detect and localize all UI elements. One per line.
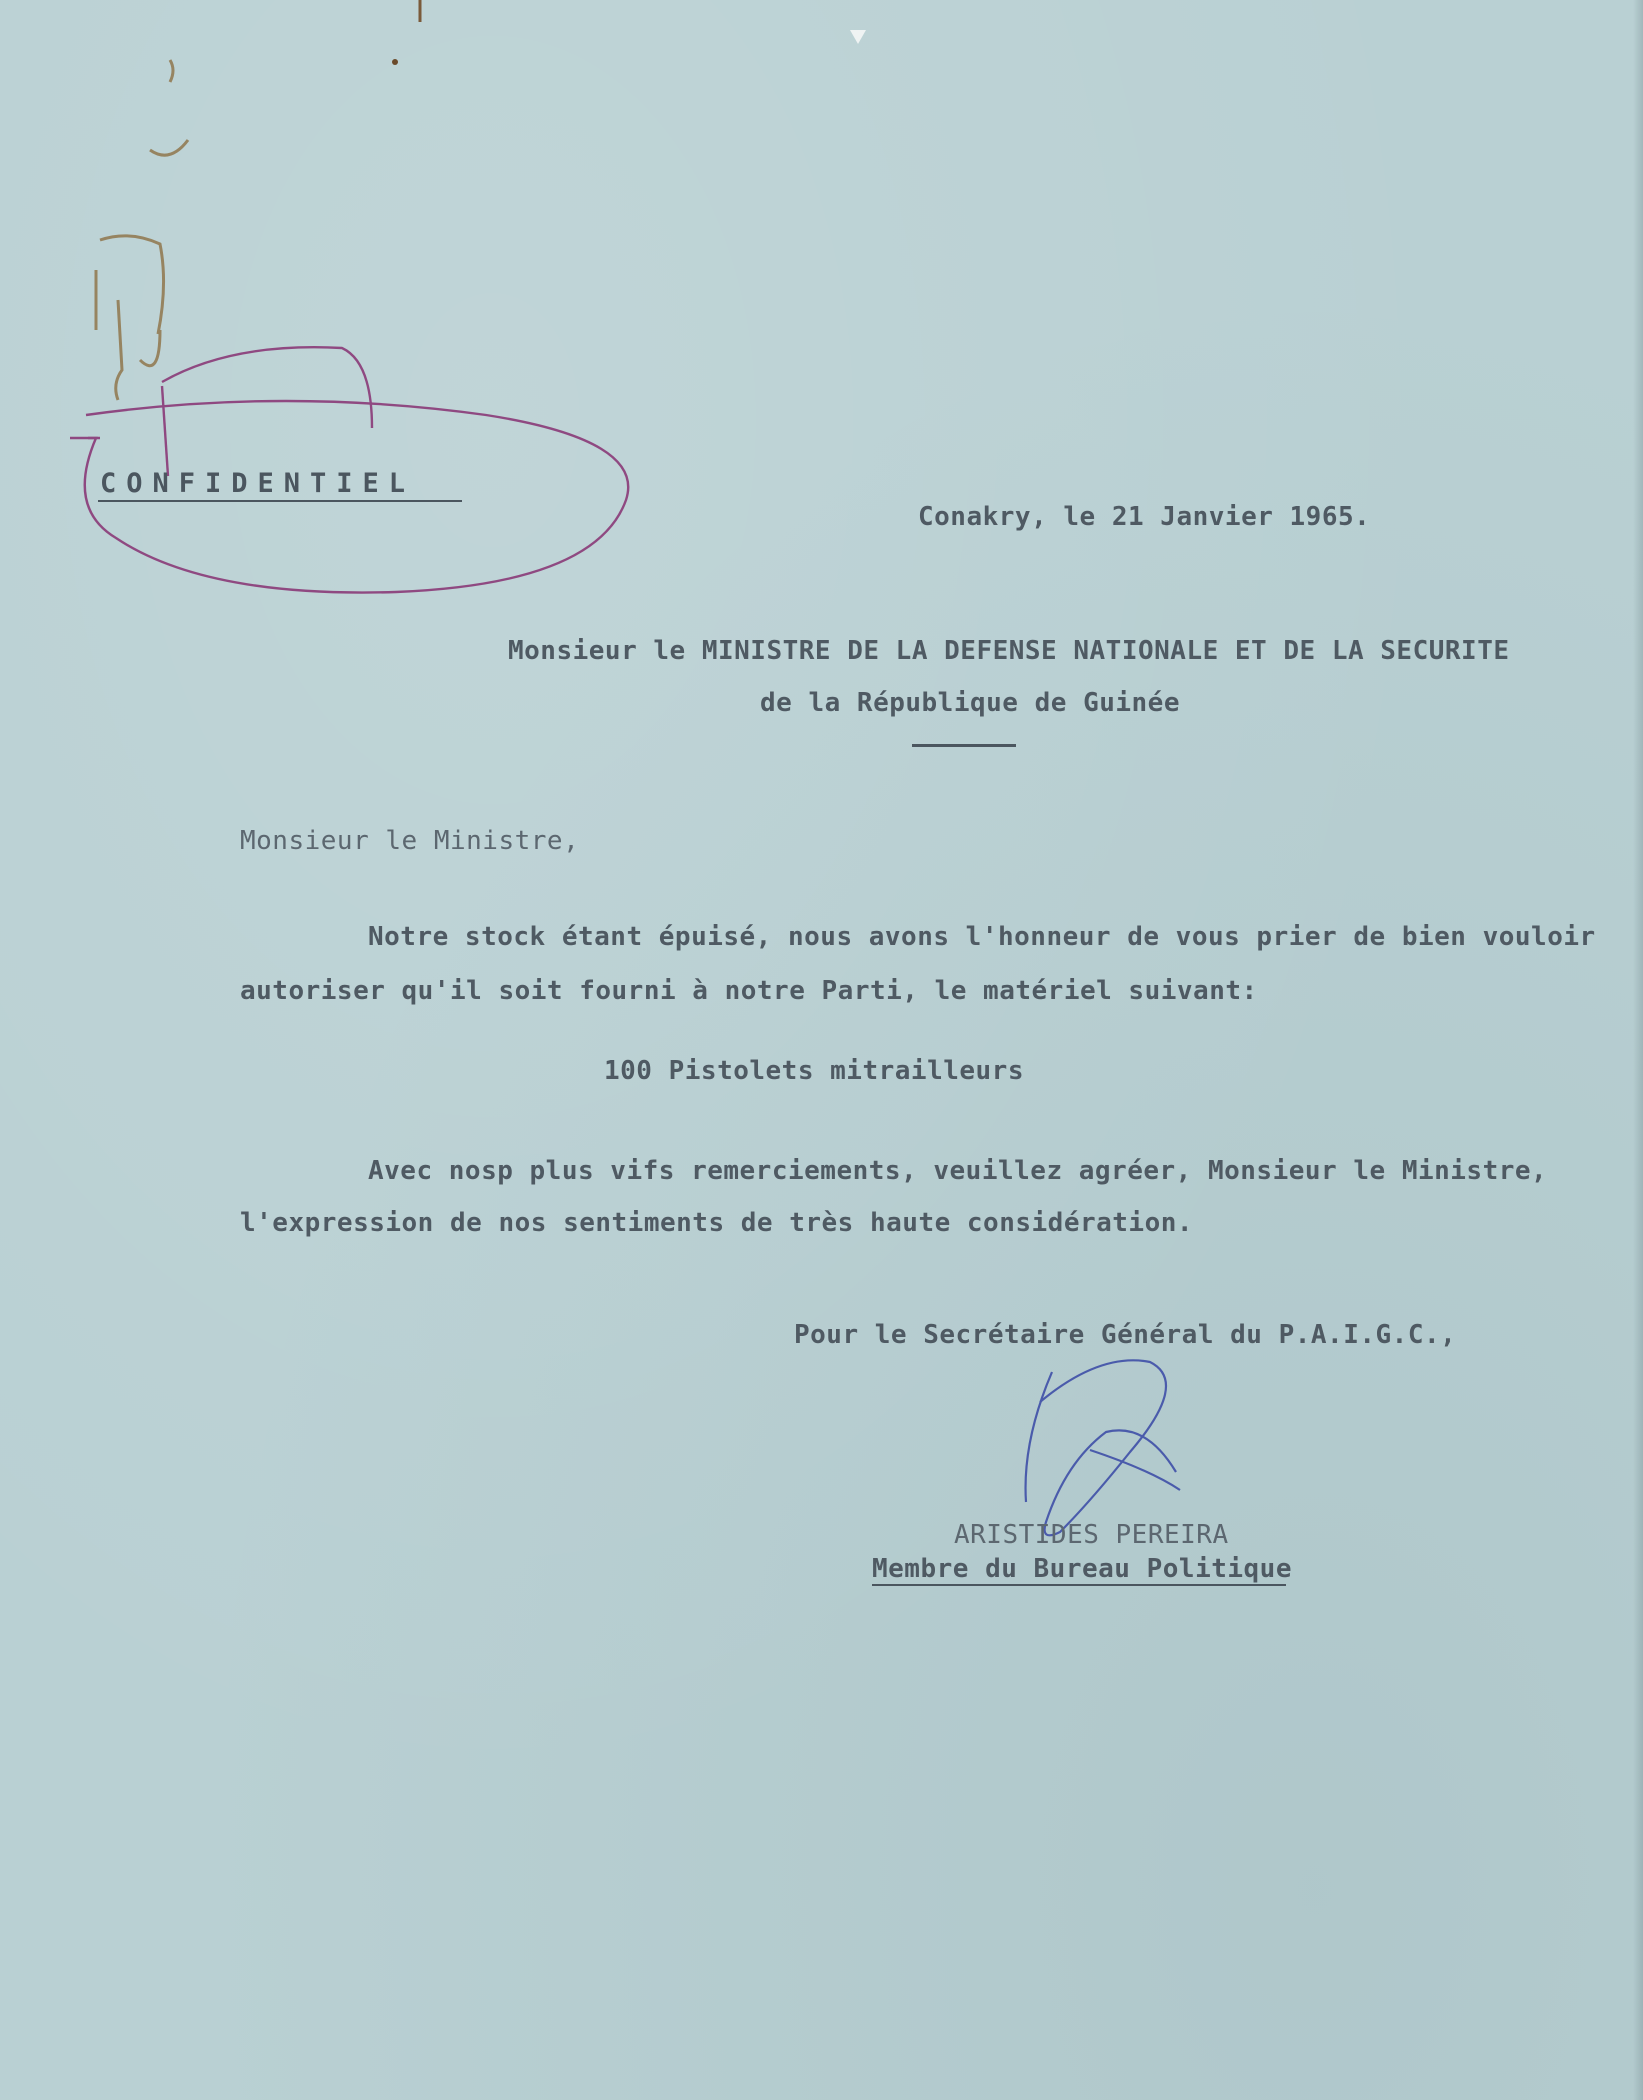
paragraph-2-line-1: Avec nosp plus vifs remerciements, veuillez agréer, Monsieur le Ministre, (368, 1156, 1548, 1186)
paragraph-1-line-2: autoriser qu'il soit fourni à notre Parti, le matériel suivant: (240, 976, 1258, 1006)
signatory-title: Membre du Bureau Politique (872, 1554, 1292, 1584)
requested-item: 100 Pistolets mitrailleurs (604, 1056, 1024, 1086)
confidential-underline (98, 500, 462, 502)
paragraph-1-line-1: Notre stock étant épuisé, nous avons l'honneur de vous prier de bien vouloir (368, 922, 1596, 952)
separator-dash (912, 744, 1016, 747)
recipient-line-2: de la République de Guinée (760, 688, 1180, 718)
paper-edge-shadow (1633, 0, 1643, 2100)
signature-closing: Pour le Secrétaire Général du P.A.I.G.C., (794, 1320, 1457, 1350)
recipient-line-1: Monsieur le MINISTRE DE LA DEFENSE NATIONALE ET DE LA SECURITE (508, 636, 1510, 666)
signatory-title-underline (872, 1584, 1286, 1586)
signatory-name: ARISTIDES PEREIRA (954, 1520, 1229, 1550)
salutation: Monsieur le Ministre, (240, 826, 580, 856)
date-line: Conakry, le 21 Janvier 1965. (918, 502, 1371, 532)
paragraph-2-line-2: l'expression de nos sentiments de très haute considération. (240, 1208, 1194, 1238)
confidential-label: CONFIDENTIEL (100, 468, 416, 499)
